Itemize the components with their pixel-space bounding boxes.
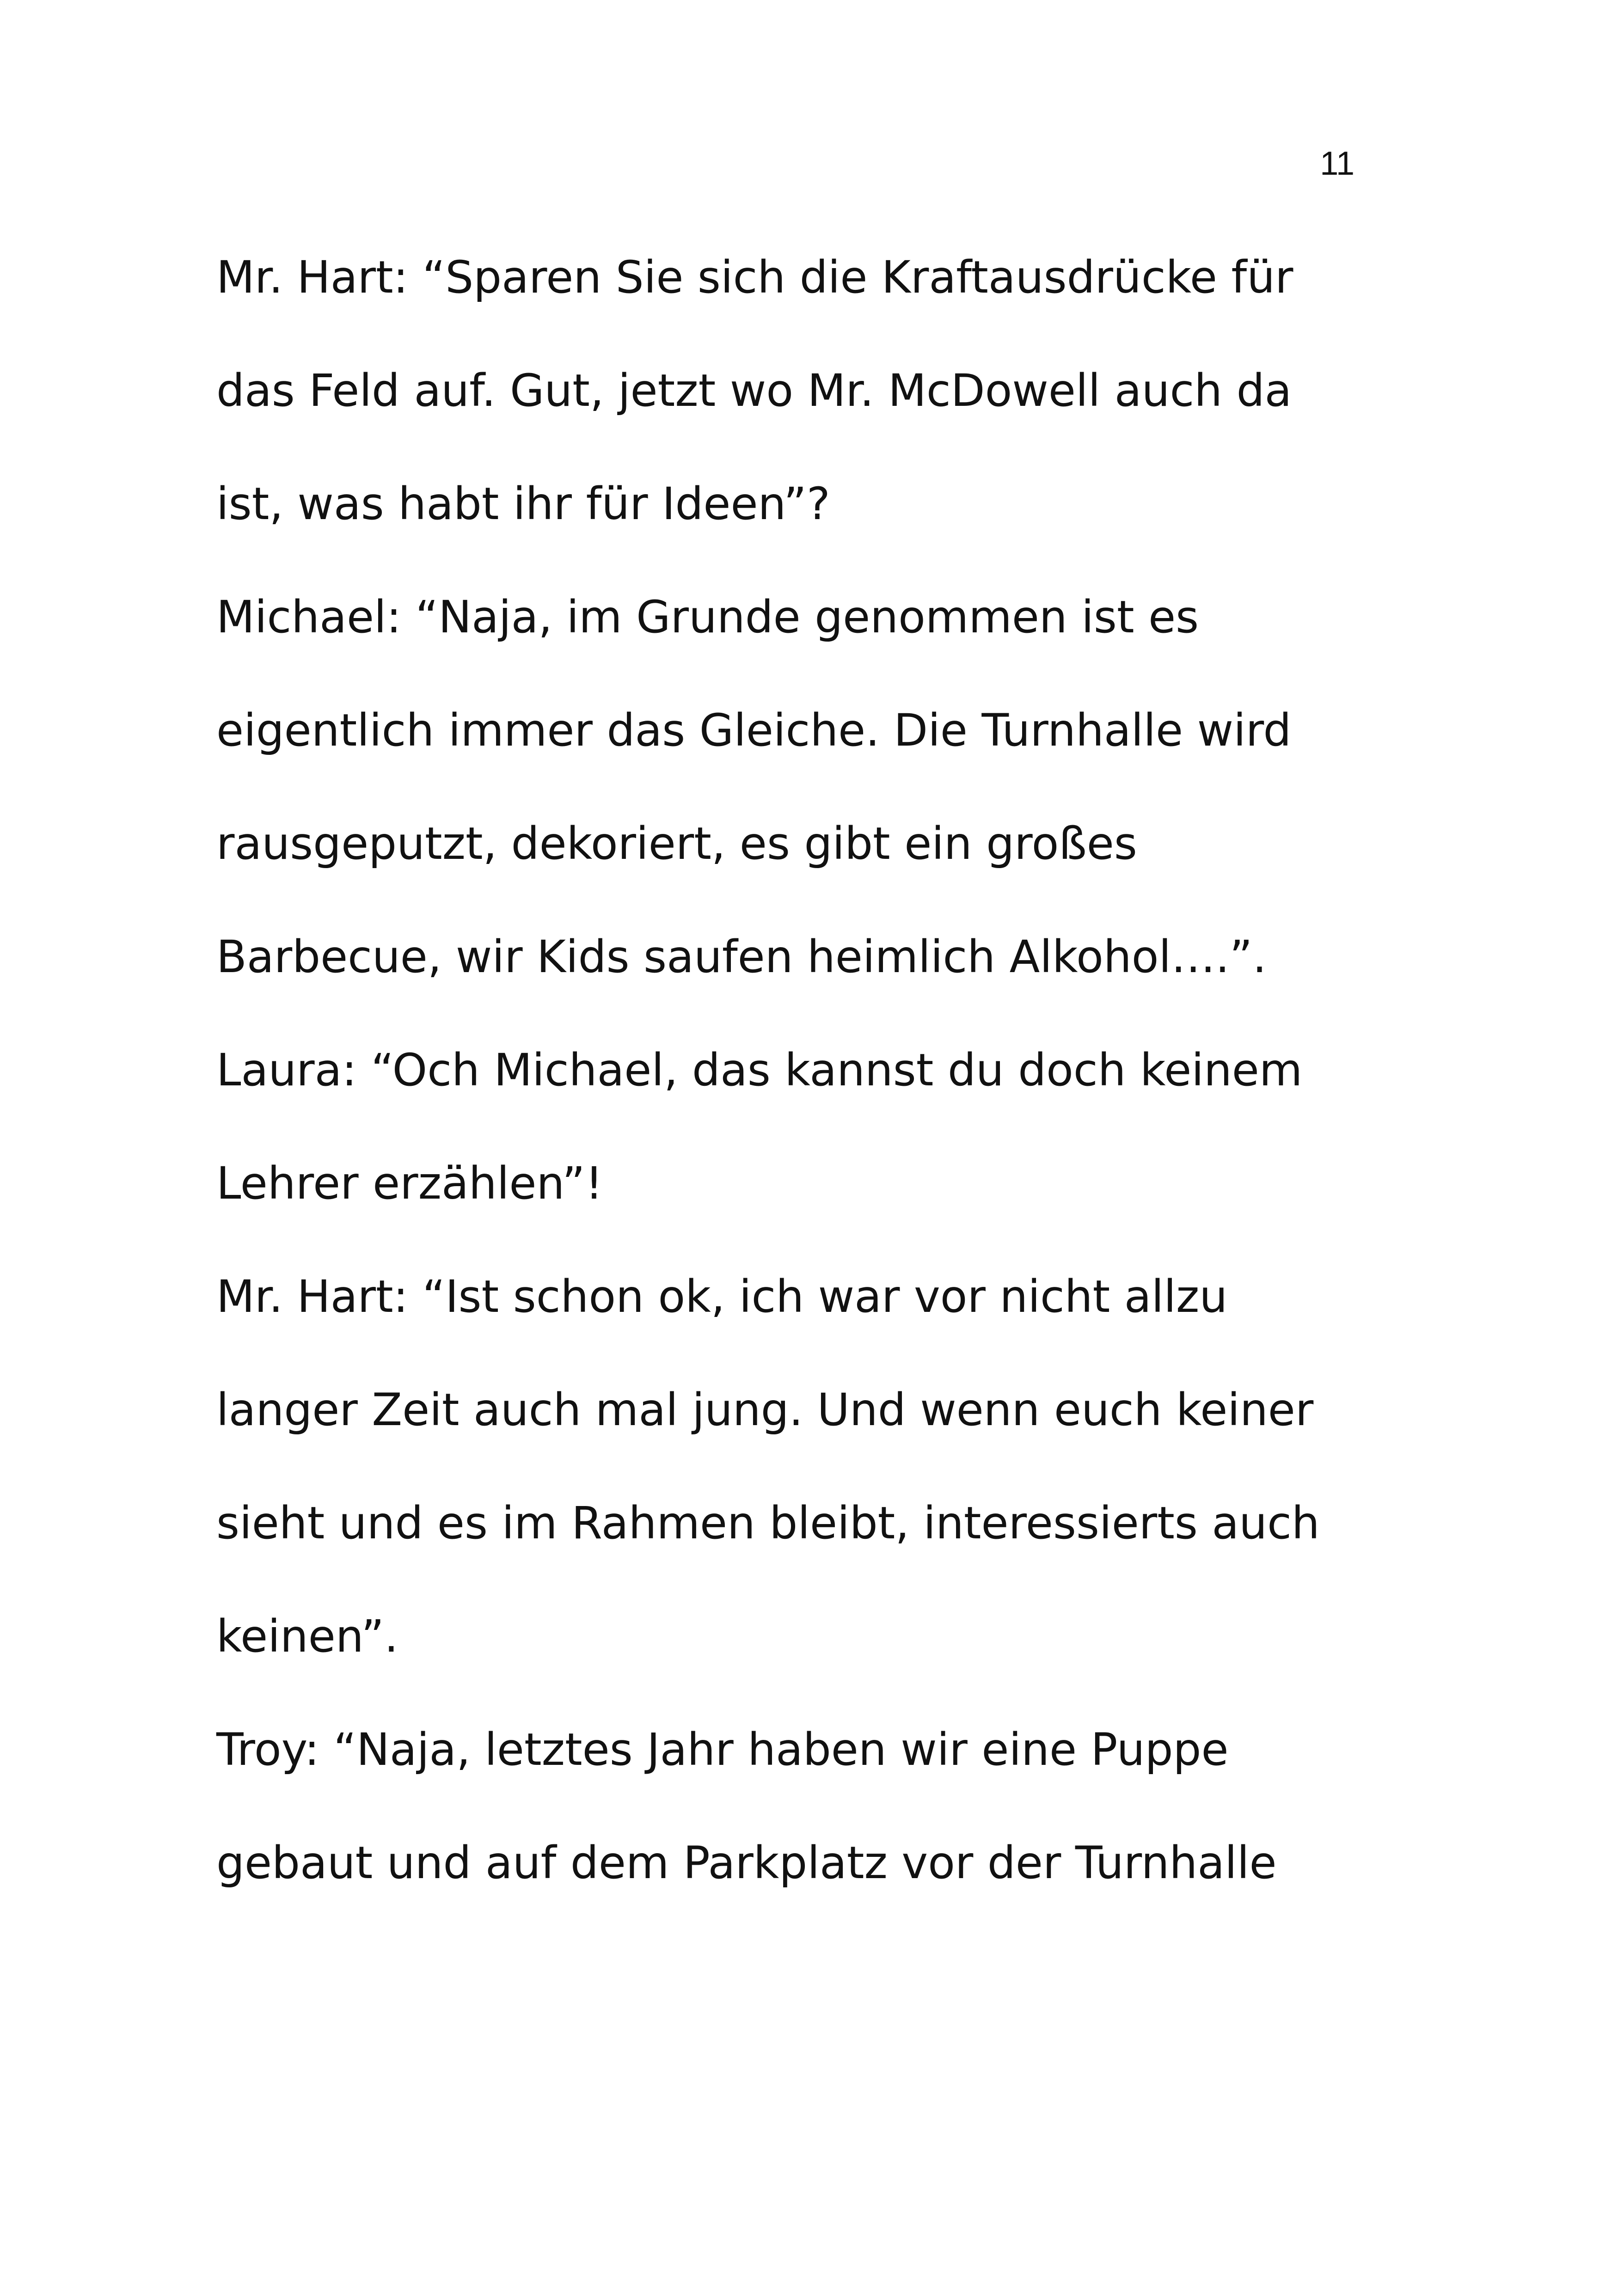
text-line: Barbecue, wir Kids saufen heimlich Alkohol….”. <box>216 931 1267 983</box>
text-line: ist, was habt ihr für Ideen”? <box>216 478 830 530</box>
text-line: langer Zeit auch mal jung. Und wenn euch keiner <box>216 1384 1314 1436</box>
text-line: Laura: “Och Michael, das kannst du doch keinem <box>216 1044 1303 1096</box>
body-text <box>216 252 1400 1951</box>
text-line: gebaut und auf dem Parkplatz vor der Turnhalle <box>216 1837 1277 1889</box>
text-line: Lehrer erzählen”! <box>216 1157 603 1209</box>
text-line: Mr. Hart: “Sparen Sie sich die Kraftausdrücke für <box>216 251 1293 303</box>
text-line: das Feld auf. Gut, jetzt wo Mr. McDowell auch da <box>216 365 1292 416</box>
text-line: Troy: “Naja, letztes Jahr haben wir eine Puppe <box>216 1724 1229 1776</box>
text-line: Mr. Hart: “Ist schon ok, ich war vor nicht allzu <box>216 1271 1228 1322</box>
text-line: sieht und es im Rahmen bleibt, interessierts auch <box>216 1497 1320 1549</box>
text-line: keinen”. <box>216 1610 398 1662</box>
text-line: rausgeputzt, dekoriert, es gibt ein großes <box>216 818 1137 869</box>
text-line: Michael: “Naja, im Grunde genommen ist es <box>216 591 1199 643</box>
page-number: 11 <box>1320 145 1354 182</box>
text-line: eigentlich immer das Gleiche. Die Turnhalle wird <box>216 704 1292 756</box>
